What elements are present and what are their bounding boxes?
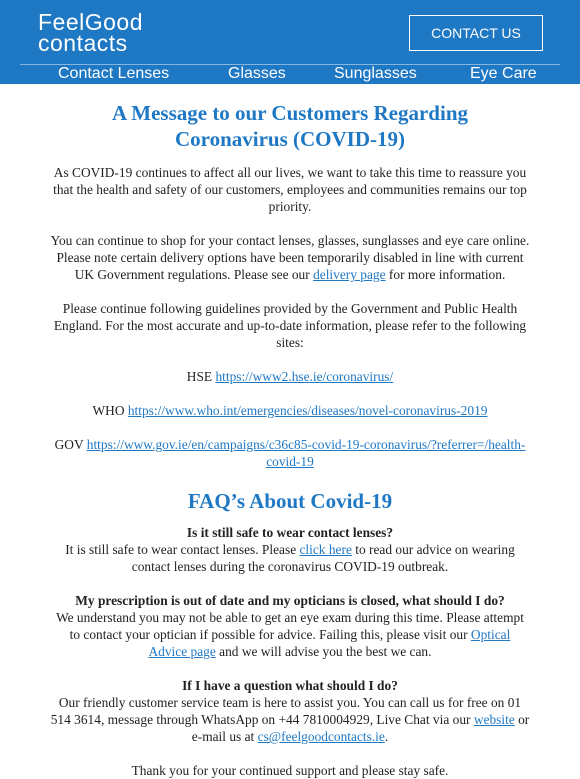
nav-glasses[interactable]: Glasses <box>228 65 286 82</box>
contact-us-button[interactable]: CONTACT US <box>409 15 543 51</box>
shop-paragraph <box>50 232 530 283</box>
site-who <box>50 402 530 419</box>
optical-advice-link[interactable]: Optical Advice page <box>148 627 511 659</box>
site-label: HSE <box>186 369 216 384</box>
click-here-link[interactable]: click here <box>299 542 352 557</box>
faq-item <box>50 677 530 745</box>
site-label: WHO <box>92 403 128 418</box>
faq-answer-before: We understand you may not be able to get an eye exam during this time. Please attempt to contact your optician if possible for advice. Failing this, please visit our <box>56 610 524 642</box>
faq-answer-mid: or e-mail us at <box>191 712 530 744</box>
faq-answer-after: to read our advice on wearing contact lenses during the coronavirus COVID-19 outbreak. <box>131 542 515 574</box>
logo-line2: contacts <box>38 30 128 56</box>
who-link[interactable]: https://www.who.int/emergencies/diseases/novel-coronavirus-2019 <box>127 403 488 418</box>
message-content <box>0 100 580 779</box>
faq-item <box>50 592 530 660</box>
header <box>0 0 580 84</box>
site-hse <box>50 368 530 385</box>
nav-contact-lenses[interactable]: Contact Lenses <box>58 65 170 82</box>
nav-eye-care[interactable]: Eye Care <box>470 65 537 82</box>
faq-answer-after: . <box>384 729 389 744</box>
site-label: GOV <box>54 437 87 452</box>
faq-question: If I have a question what should I do? <box>182 678 398 693</box>
feelgood-logo[interactable] <box>38 9 144 56</box>
hse-link[interactable]: https://www2.hse.ie/coronavirus/ <box>215 369 394 384</box>
closing-text: Thank you for your continued support and please stay safe. <box>131 763 449 778</box>
delivery-page-link[interactable]: delivery page <box>313 267 386 282</box>
email-link[interactable]: cs@feelgoodcontacts.ie <box>257 729 385 744</box>
main-nav <box>0 65 580 84</box>
faq-question: Is it still safe to wear contact lenses? <box>186 525 394 540</box>
faq-answer-before: Our friendly customer service team is here to assist you. You can call us for free on 01 514 3614, message through WhatsApp on +44 7810004929, Live Chat via our <box>50 695 522 727</box>
faq-question: My prescription is out of date and my opticians is closed, what should I do? <box>75 593 505 608</box>
gov-link[interactable]: https://www.gov.ie/en/campaigns/c36c85-covid-19-coronavirus/?referrer=/health-covid-19 <box>86 437 526 469</box>
site-gov <box>50 436 530 470</box>
intro-paragraph: As COVID-19 continues to affect all our lives, we want to take this time to reassure you that the health and safety of our customers, employees and communities remains our top priority. <box>53 165 527 214</box>
shop-text-after: for more information. <box>385 267 506 282</box>
page-title: A Message to our Customers Regarding Coronavirus (COVID-19) <box>112 101 468 151</box>
faq-item <box>50 524 530 575</box>
faq-answer-after: and we will advise you the best we can. <box>215 644 432 659</box>
faq-answer-before: It is still safe to wear contact lenses. Please <box>65 542 300 557</box>
nav-sunglasses[interactable]: Sunglasses <box>334 65 417 82</box>
website-link[interactable]: website <box>473 712 515 727</box>
faq-title: FAQ’s About Covid-19 <box>187 489 393 513</box>
logo-line1: FeelGood <box>38 9 144 35</box>
shop-text-before: You can continue to shop for your contact lenses, glasses, sunglasses and eye care online. Please note certain delivery options have been temporarily disabled in line with current UK Government regulations. Please see our <box>50 233 530 282</box>
guidelines-paragraph: Please continue following guidelines provided by the Government and Public Health England. For the most accurate and up-to-date information, please refer to the following sites: <box>53 301 527 350</box>
